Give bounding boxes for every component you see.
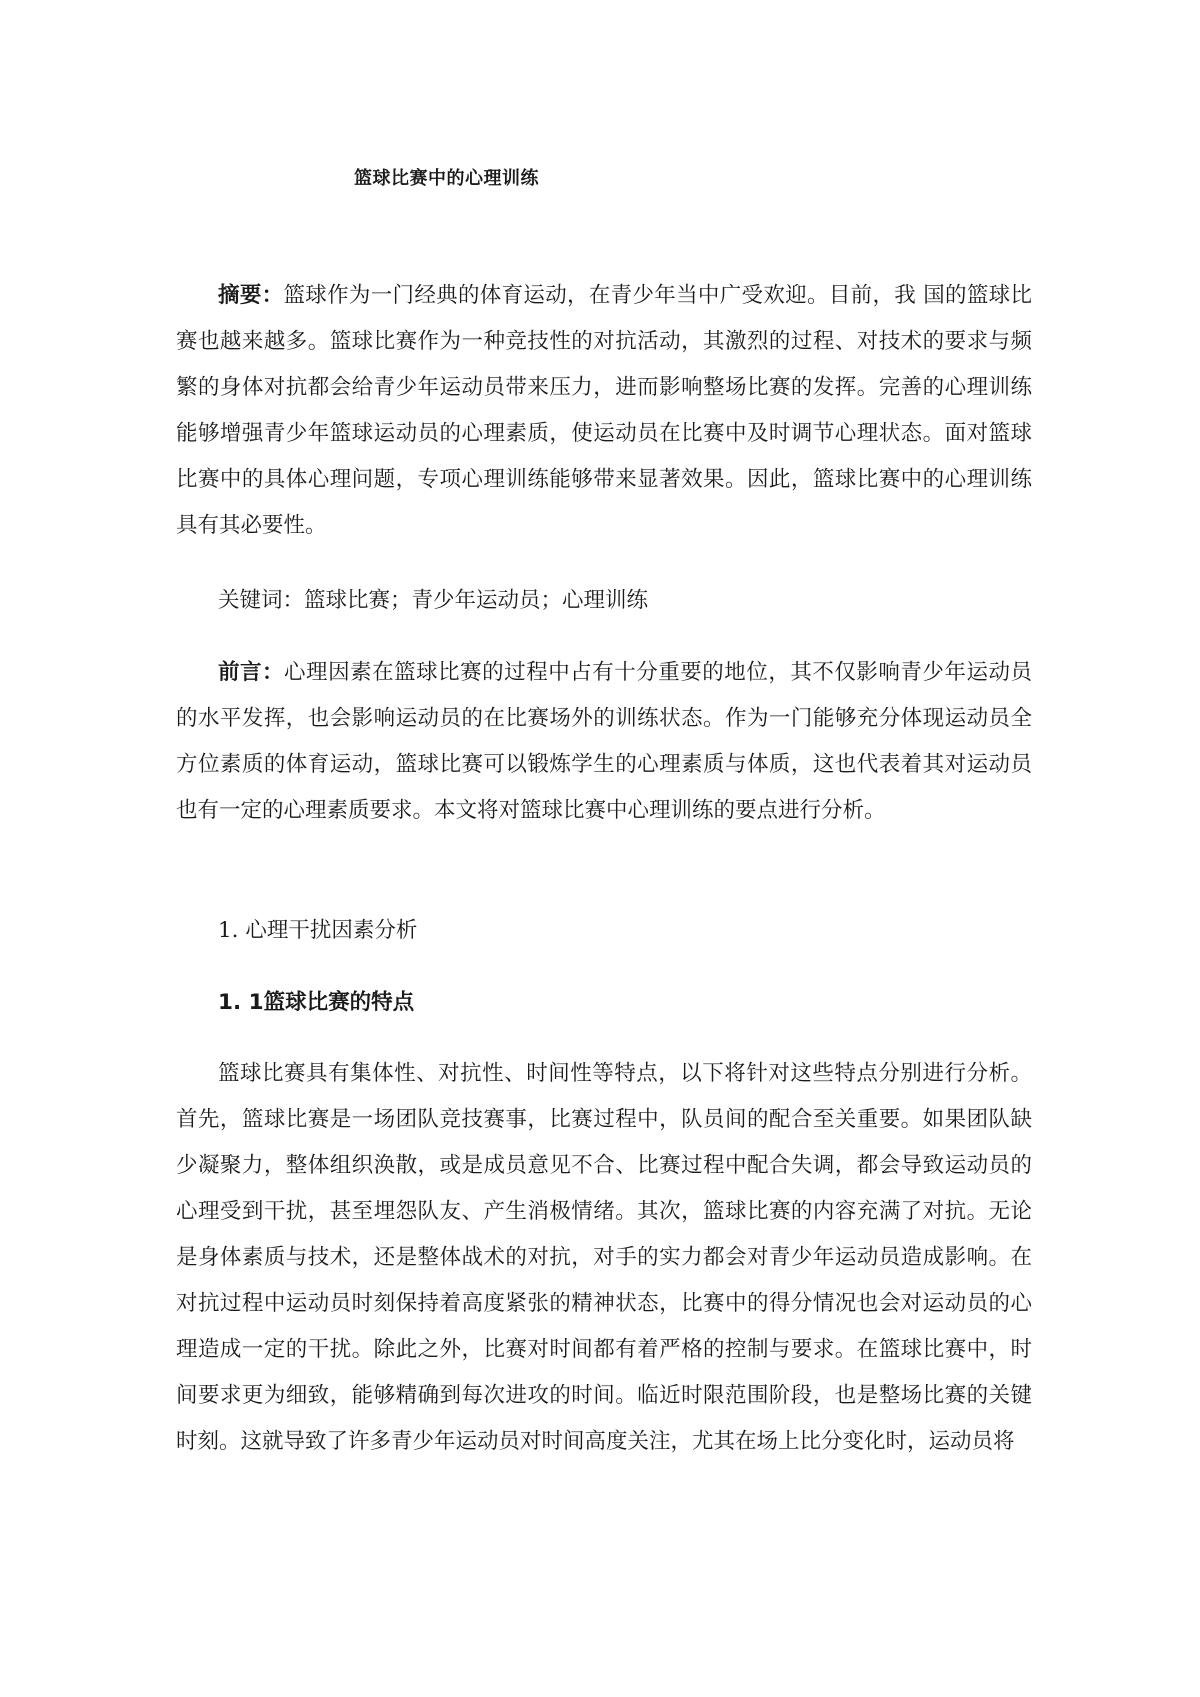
preface-paragraph — [176, 650, 1032, 834]
keywords-text: 篮球比赛；青少年运动员；心理训练 — [304, 588, 649, 613]
preface-text: 心理因素在篮球比赛的过程中占有十分重要的地位，其不仅影响青少年运动员的水平发挥，也会影响运动员的在比赛场外的训练状态。作为一门能够充分体现运动员全方位素质的体育运动，篮球比赛可以锻炼学生的心理素质与体质，这也代表着其对运动员也有一定的心理素质要求。本文将对篮球比赛中心理训练的要点进行分析。 — [176, 660, 1032, 823]
abstract-label: 摘要： — [218, 283, 284, 308]
page-title: 篮球比赛中的心理训练 — [354, 168, 539, 189]
section-1-1-paragraph: 篮球比赛具有集体性、对抗性、时间性等特点，以下将针对这些特点分别进行分析。首先，篮球比赛是一场团队竞技赛事，比赛过程中，队员间的配合至关重要。如果团队缺少凝聚力，整体组织涣散，或是成员意见不合、比赛过程中配合失调，都会导致运动员的心理受到干扰，甚至埋怨队友、产生消极情绪。其次，篮球比赛的内容充满了对抗。无论是身体素质与技术，还是整体战术的对抗，对手的实力都会对青少年运动员造成影响。在对抗过程中运动员时刻保持着高度紧张的精神状态，比赛中的得分情况也会对运动员的心理造成一定的干扰。除此之外，比赛对时间都有着严格的控制与要求。在篮球比赛中，时间要求更为细致，能够精确到每次进攻的时间。临近时限范围阶段，也是整场比赛的关键时刻。这就导致了许多青少年运动员对时间高度关注，尤其在场上比分变化时，运动员将 — [176, 1061, 1032, 1454]
abstract-paragraph — [176, 273, 1032, 549]
section-1-heading: 1. 心理干扰因素分析 — [218, 918, 418, 943]
keywords-paragraph — [176, 578, 1032, 624]
preface-label: 前言： — [218, 660, 285, 685]
abstract-text: 篮球作为一门经典的体育运动，在青少年当中广受欢迎。目前，我 国的篮球比赛也越来越多。篮球比赛作为一种竞技性的对抗活动，其激烈的过程、对技术的要求与频繁的身体对抗都会给青少年运动员带来压力，进而影响整场比赛的发挥。完善的心理训练能够增强青少年篮球运动员的心理素质，使运动员在比赛中及时调节心理状态。面对篮球比赛中的具体心理问题，专项心理训练能够带来显著效果。因此，篮球比赛中的心理训练具有其必要性。 — [176, 283, 1032, 538]
keywords-label: 关键词： — [218, 588, 305, 613]
section-1-1-heading: 1. 1篮球比赛的特点 — [218, 990, 415, 1015]
